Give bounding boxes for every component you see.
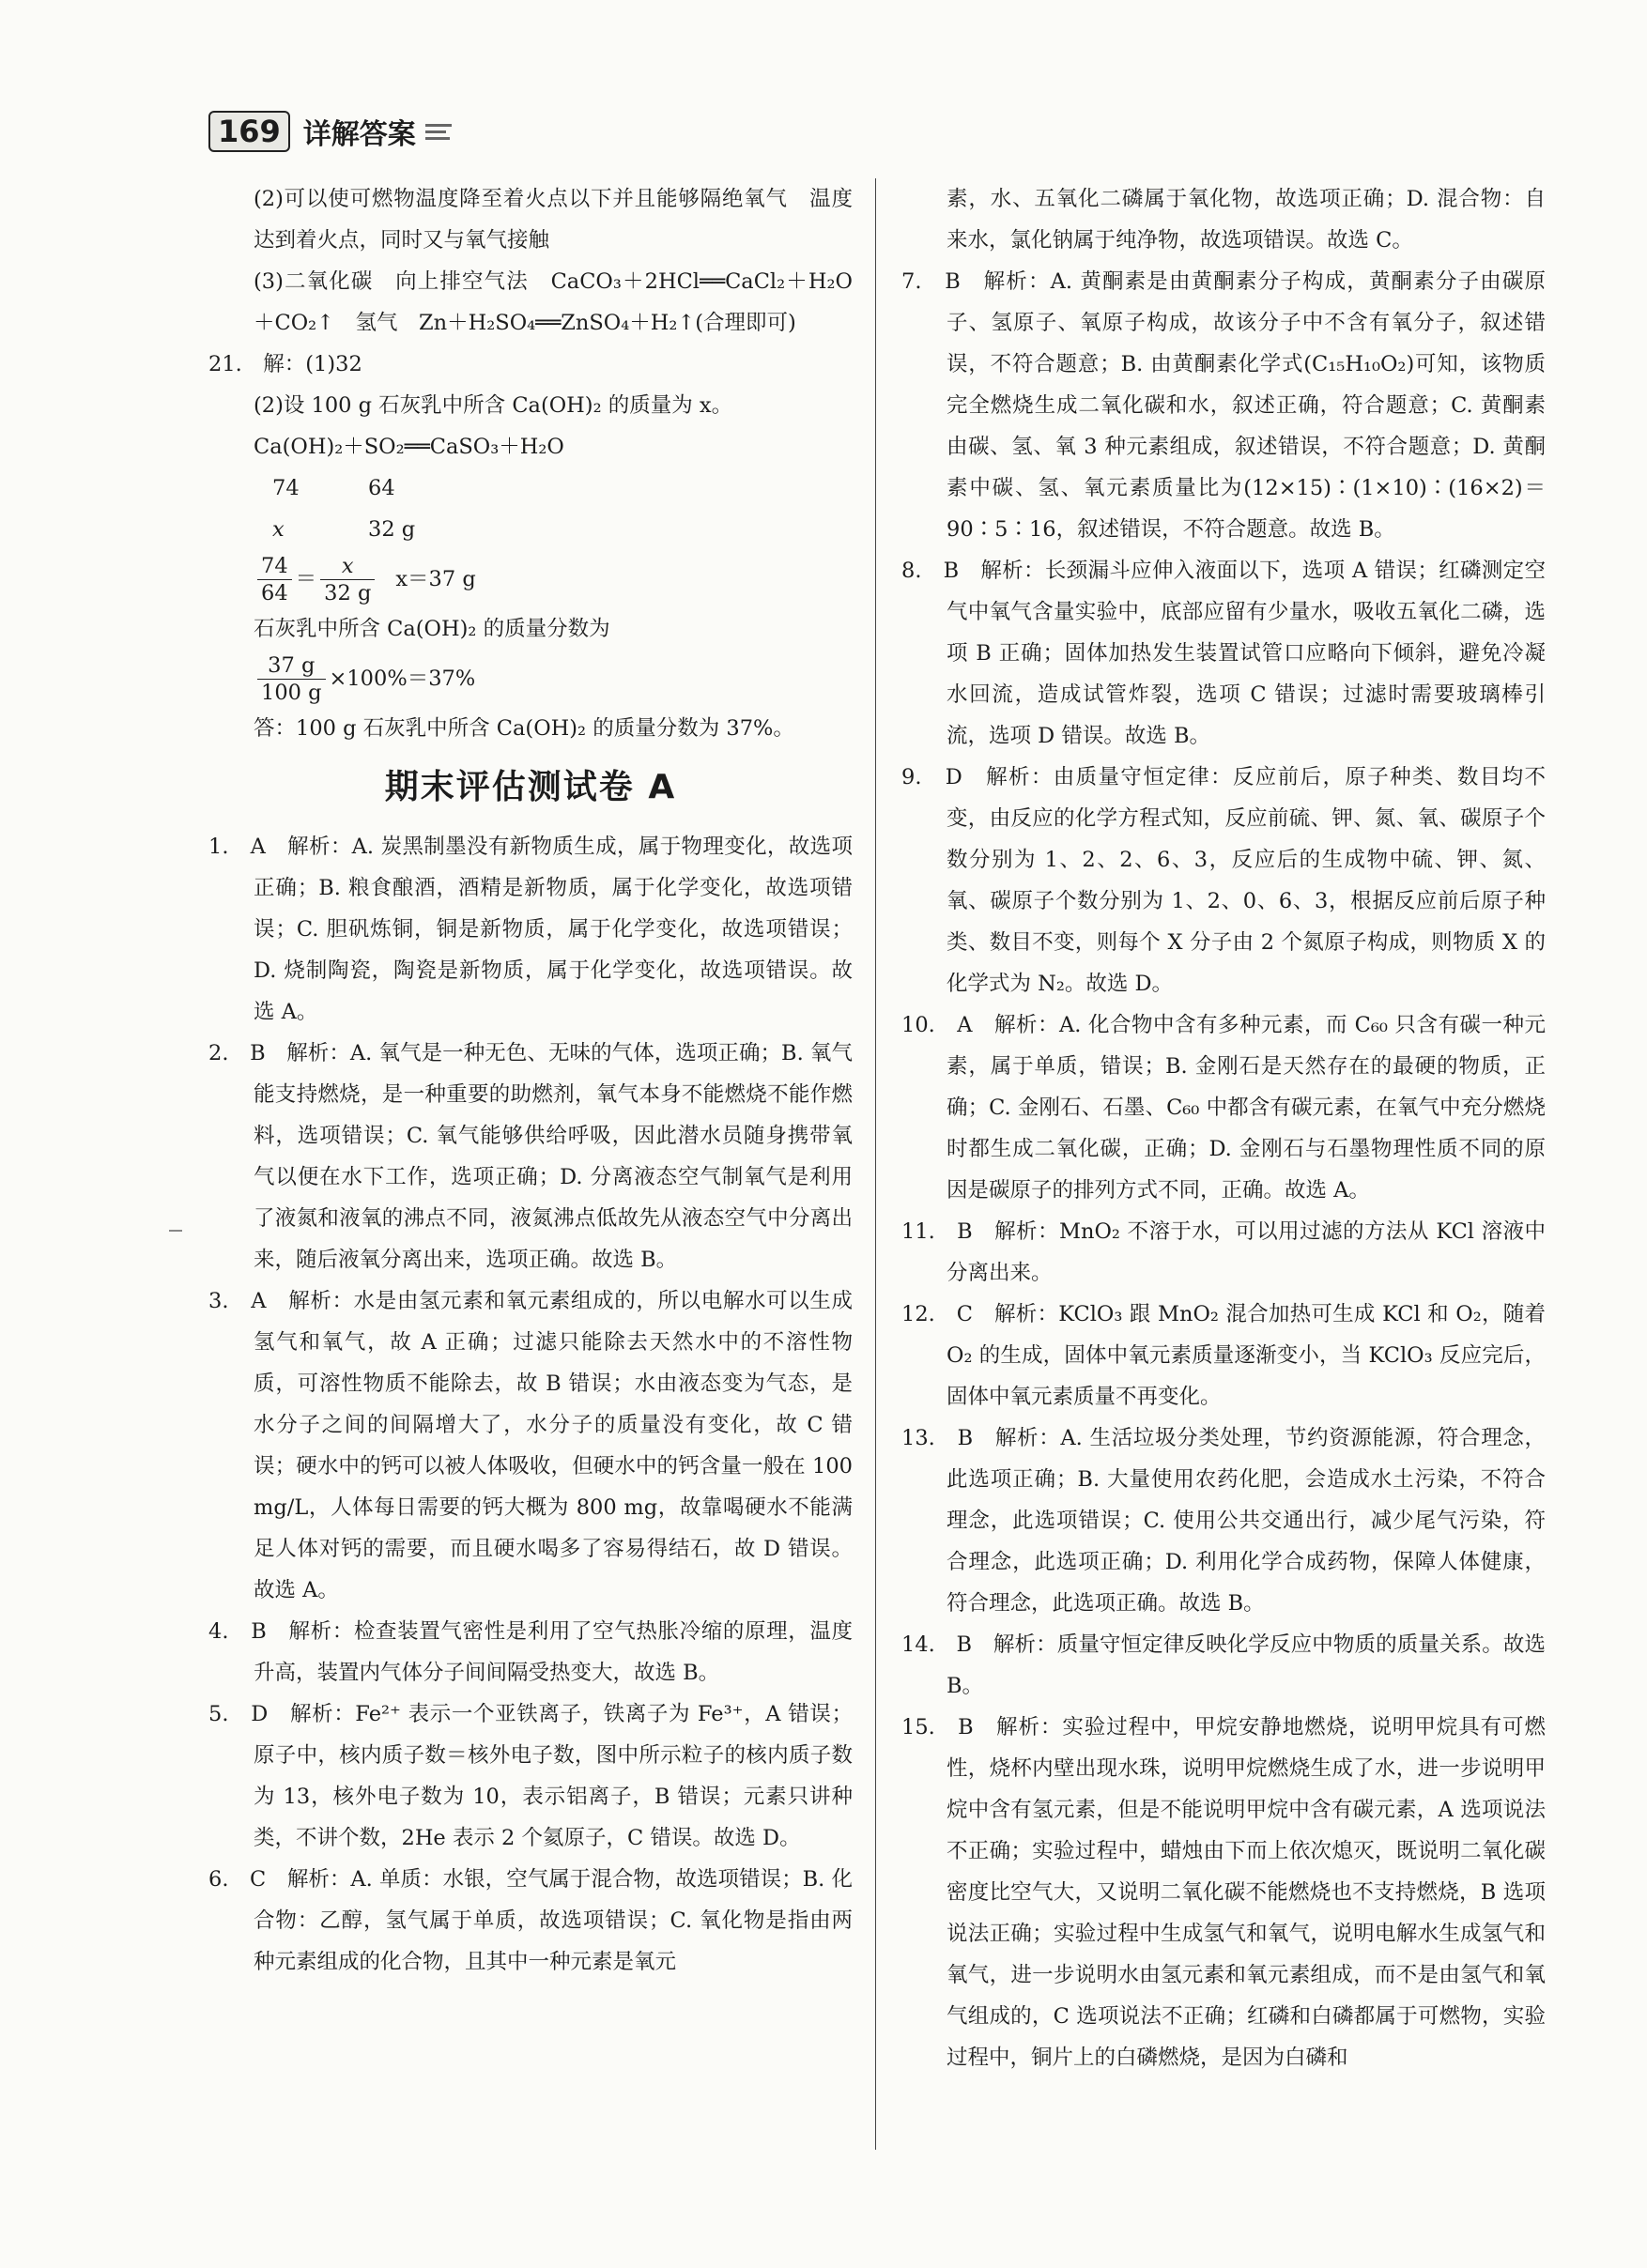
answer-4: 4. B 解析：检查装置气密性是利用了空气热胀冷缩的原理，温度升高，装置内气体分子间间隔受热变大，故选 B。 [208, 1619, 853, 1685]
right-column [901, 178, 1546, 2078]
answer-11: 11. B 解析：MnO₂ 不溶于水，可以用过滤的方法从 KCl 溶液中分离出来。 [901, 1219, 1546, 1285]
percent-result: ×100%＝37% [329, 667, 476, 691]
answer-20-part-2: (2)可以使可燃物温度降至着火点以下并且能够隔绝氧气 温度达到着火点，同时又与氧气接触 [254, 187, 853, 253]
answer-6-continued: 素，水、五氧化二磷属于氧化物，故选项正确；D. 混合物：自来水，氯化钠属于纯净物，故选项错误。故选 C。 [947, 187, 1546, 253]
answer-21-mass-row-2 [208, 509, 853, 550]
header-title: 详解答案 [302, 118, 416, 151]
fraction: $\frac{x}{32 g}$ [320, 553, 375, 606]
page-header [208, 111, 452, 152]
fraction: $\frac{74}{64}$ [257, 553, 292, 606]
answer-9: 9. D 解析：由质量守恒定律：反应前后，原子种类、数目均不变，由反应的化学方程式知，反应前硫、钾、氮、氧、碳原子个数分别为 1、2、2、6、3，反应后的生成物中硫、钾、氮、氧、碳原子个数分别为 1、2、0、6、3，根据反应前后原子种类、数目不变，则每个 X 分子由 2 个氮原子构成，则物质 X 的化学式为 N₂。故选 D。 [901, 765, 1546, 996]
answer-21-head: 21. 解：(1)32 [208, 352, 362, 376]
fraction: $\frac{37 g}{100 g}$ [257, 652, 326, 706]
answer-20-part-3: (3)二氧化碳 向上排空气法 CaCO₃＋2HCl══CaCl₂＋H₂O＋CO₂↑ 氢气 Zn＋H₂SO₄══ZnSO₄＋H₂↑(合理即可) [254, 269, 853, 335]
column-divider [875, 178, 876, 2150]
answer-10: 10. A 解析：A. 化合物中含有多种元素，而 C₆₀ 只含有碳一种元素，属于单质，错误；B. 金刚石是天然存在的最硬的物质，正确；C. 金刚石、石墨、C₆₀ 中都含有碳元素，在氧气中充分燃烧时都生成二氧化碳，正确；D. 金刚石与石墨物理性质不同的原因是碳原子的排列方式不同，正确。故选 A。 [901, 1013, 1546, 1203]
left-column [208, 178, 853, 1983]
answer-21-conclusion: 答：100 g 石灰乳中所含 Ca(OH)₂ 的质量分数为 37%。 [254, 716, 794, 741]
answer-3: 3. A 解析：水是由氢元素和氧元素组成的，所以电解水可以生成氢气和氧气，故 A 正确；过滤只能除去天然水中的不溶性物质，可溶性物质不能除去，故 B 错误；水由液态变为气态，是水分子之间的间隔增大了，水分子的质量没有变化，故 C 错误；硬水中的钙可以被人体吸收，但硬水中的钙含量一般在 100 mg/L，人体每日需要的钙大概为 800 mg，故靠喝硬水不能满足人体对钙的需要，而且硬水喝多了容易得结石，故 D 错误。故选 A。 [208, 1289, 853, 1602]
answer-21-percent-calc [208, 650, 853, 708]
answer-1: 1. A 解析：A. 炭黑制墨没有新物质生成，属于物理变化，故选项正确；B. 粮食酿酒，酒精是新物质，属于化学变化，故选项错误；C. 胆矾炼铜，铜是新物质，属于化学变化，故选项错误；D. 烧制陶瓷，陶瓷是新物质，属于化学变化，故选项错误。故选 A。 [208, 835, 853, 1024]
margin-mark [169, 1230, 182, 1232]
mass-value: 64 [368, 476, 395, 500]
answer-6: 6. C 解析：A. 单质：水银，空气属于混合物，故选项错误；B. 化合物：乙醇，氢气属于单质，故选项错误；C. 氧化物是指由两种元素组成的化合物，且其中一种元素是氧元 [208, 1867, 853, 1974]
mass-value: 74 [272, 476, 300, 500]
answer-7: 7. B 解析：A. 黄酮素是由黄酮素分子构成，黄酮素分子由碳原子、氢原子、氧原子构成，故该分子中不含有氧分子，叙述错误，不符合题意；B. 由黄酮素化学式(C₁₅H₁₀O₂)可知，该物质完全燃烧生成二氧化碳和水，叙述正确，符合题意；C. 黄酮素由碳、氢、氧 3 种元素组成，叙述错误，不符合题意；D. 黄酮素中碳、氢、氧元素质量比为(12×15)∶(1×10)∶(16×2)＝90∶5∶16，叙述错误，不符合题意。故选 B。 [901, 269, 1546, 542]
answer-8: 8. B 解析：长颈漏斗应伸入液面以下，选项 A 错误；红磷测定空气中氧气含量实验中，底部应留有少量水，吸收五氧化二磷，选项 B 正确；固体加热发生装置试管口应略向下倾斜，避免冷凝水回流，造成试管炸裂，选项 C 错误；过滤时需要玻璃棒引流，选项 D 错误。故选 B。 [901, 559, 1546, 748]
page-number: 169 [208, 111, 290, 152]
answer-2: 2. B 解析：A. 氧气是一种无色、无味的气体，选项正确；B. 氧气能支持燃烧，是一种重要的助燃剂，氧气本身不能燃烧不能作燃料，选项错误；C. 氧气能够供给呼吸，因此潜水员随身携带氧气以便在水下工作，选项正确；D. 分离液态空气制氧气是利用了液氮和液氧的沸点不同，液氮沸点低故先从液态空气中分离出来，随后液氧分离出来，选项正确。故选 B。 [208, 1041, 853, 1272]
answer-21-proportion: $\frac{74}{64}$ ＝ $\frac{x}{32 g}$ x＝37 g [208, 550, 853, 608]
mass-value: 32 g [368, 517, 416, 542]
answer-5: 5. D 解析：Fe²⁺ 表示一个亚铁离子，铁离子为 Fe³⁺，A 错误；原子中，核内质子数＝核外电子数，图中所示粒子的核内质子数为 13，核外电子数为 10，表示铝离子，B 错误；元素只讲种类，不讲个数，2He 表示 2 个氦原子，C 错误。故选 D。 [208, 1702, 853, 1850]
section-title: 期末评估测试卷 A [384, 768, 677, 806]
answer-21-percent-text: 石灰乳中所含 Ca(OH)₂ 的质量分数为 [254, 617, 610, 641]
answer-14: 14. B 解析：质量守恒定律反映化学反应中物质的质量关系。故选 B。 [901, 1632, 1546, 1698]
answer-21-equation: Ca(OH)₂＋SO₂══CaSO₃＋H₂O [254, 435, 564, 459]
answer-15: 15. B 解析：实验过程中，甲烷安静地燃烧，说明甲烷具有可燃性，烧杯内壁出现水珠，说明甲烷燃烧生成了水，进一步说明甲烷中含有氢元素，但是不能说明甲烷中含有碳元素，A 选项说法不正确；实验过程中，蜡烛由下而上依次熄灭，既说明二氧化碳密度比空气大，又说明二氧化碳不能燃烧也不支持燃烧，B 选项说法正确；实验过程中生成氢气和氧气，说明电解水生成氢气和氧气，进一步说明水由氢元素和氧元素组成，而不是由氢气和氧气组成的，C 选项说法不正确；红磷和白磷都属于可燃物，实验过程中，铜片上的白磷燃烧，是因为白磷和 [901, 1715, 1546, 2070]
answer-21-mass-row-1 [208, 467, 853, 509]
answer-12: 12. C 解析：KClO₃ 跟 MnO₂ 混合加热可生成 KCl 和 O₂，随着 O₂ 的生成，固体中氧元素质量逐渐变小，当 KClO₃ 反应完后，固体中氧元素质量不再变化。 [901, 1302, 1546, 1409]
mass-value: x [272, 517, 285, 542]
x-result: x＝37 g [395, 567, 476, 591]
answer-21-part-2: (2)设 100 g 石灰乳中所含 Ca(OH)₂ 的质量为 x。 [254, 393, 733, 418]
header-decoration [425, 124, 452, 140]
answer-13: 13. B 解析：A. 生活垃圾分类处理，节约资源能源，符合理念，此选项正确；B. 大量使用农药化肥，会造成水土污染，不符合理念，此选项错误；C. 使用公共交通出行，减少尾气污染，符合理念，此选项正确；D. 利用化学合成药物，保障人体健康，符合理念，此选项正确。故选 B。 [901, 1426, 1546, 1616]
